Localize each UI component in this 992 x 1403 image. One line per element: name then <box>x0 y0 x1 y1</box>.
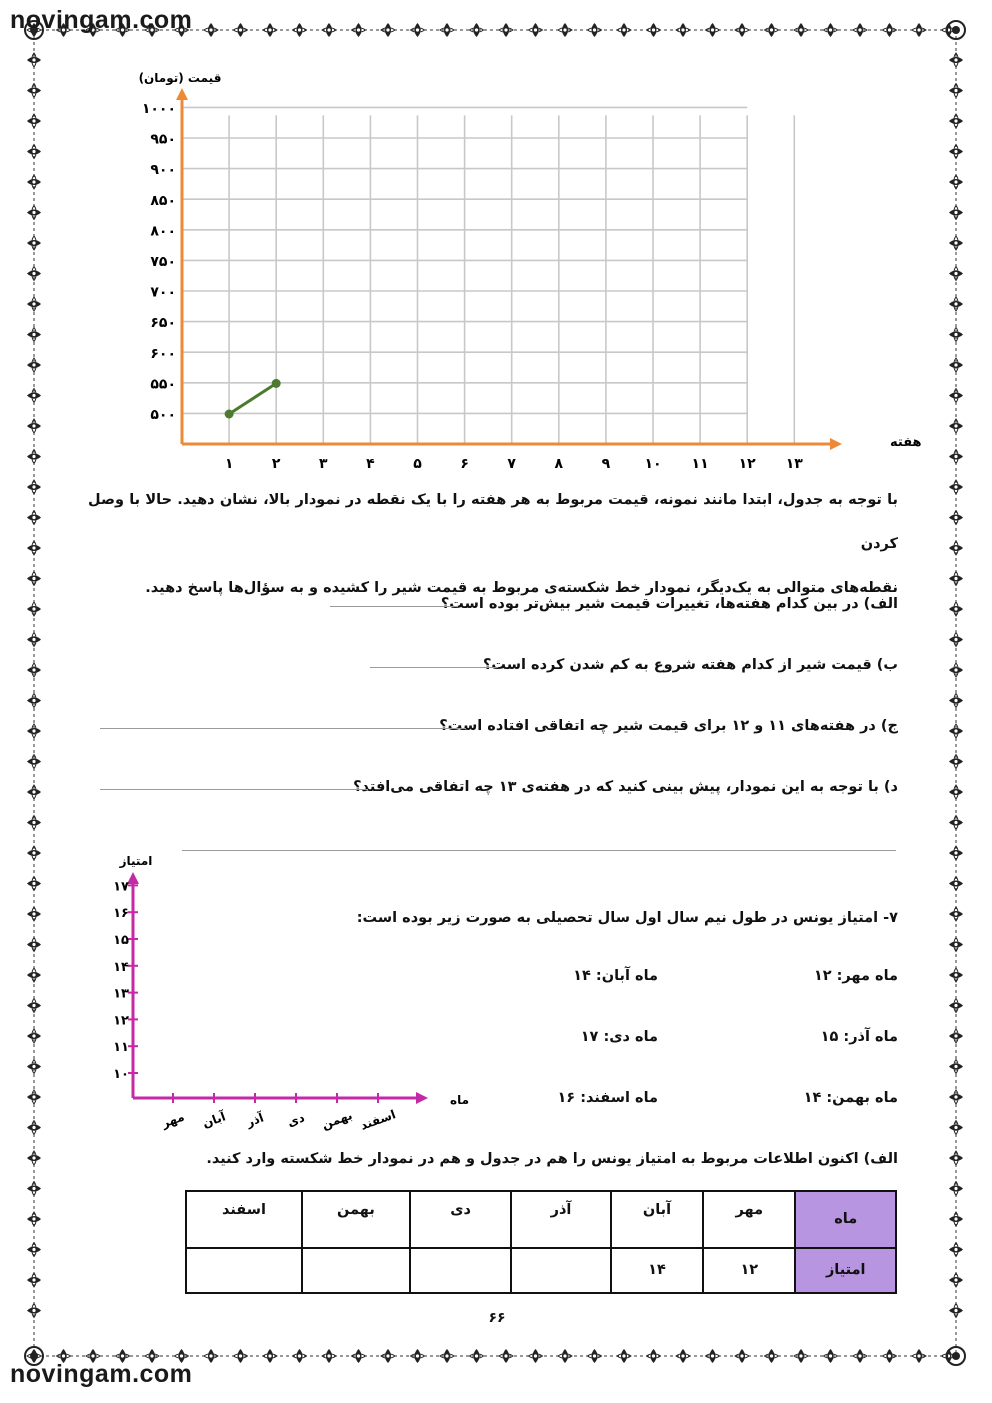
table-cell-esfand[interactable] <box>186 1248 302 1293</box>
table-header-cell: ماه <box>795 1191 896 1248</box>
y-tick-label: ۹۰۰ <box>150 162 176 179</box>
y-tick-label: ۶۵۰ <box>150 315 176 332</box>
table-header-cell: آذر <box>511 1191 610 1248</box>
y-tick-label: ۱۷ <box>113 879 129 895</box>
question-c: ج) در هفته‌های ۱۱ و ۱۲ برای قیمت شیر چه اتفاقی افتاده است؟ <box>439 718 898 734</box>
x-tick-label: مهر <box>159 1109 187 1131</box>
y-tick-label: ۶۰۰ <box>150 345 176 362</box>
problem-7-part-a: الف) اکنون اطلاعات مربوط به امتیاز یونس را هم در جدول و هم در نمودار خط شکسته وارد کنید. <box>206 1151 898 1167</box>
table-cell-aban[interactable]: ۱۴ <box>611 1248 703 1293</box>
answer-line-b[interactable] <box>370 667 498 668</box>
table-cell-bahman[interactable] <box>302 1248 410 1293</box>
x-tick-label: ۱۲ <box>738 456 756 472</box>
question-a: الف) در بین کدام هفته‌ها، تغییرات قیمت شیر بیش‌تر بوده است؟ <box>440 596 898 612</box>
x-tick-label: ۲ <box>271 456 281 472</box>
watermark-bottom: novingam.com <box>10 1360 193 1388</box>
week-axis-label: هفته <box>890 435 922 450</box>
x-tick-label: ۱۰ <box>644 456 662 472</box>
y-tick-label: ۷۰۰ <box>150 284 176 301</box>
y-tick-label: ۱۵ <box>113 933 129 948</box>
month-bahman: ماه بهمن: ۱۴ <box>803 1090 898 1106</box>
table-row-label: امتیاز <box>795 1248 896 1293</box>
month-axis-label: ماه <box>450 1093 470 1107</box>
x-axis-arrow <box>830 438 842 450</box>
month-mehr: ماه مهر: ۱۲ <box>813 968 898 984</box>
instructions-line-2: نقطه‌های متوالی به یک‌دیگر، نمودار خط شکسته‌ی مربوط به قیمت شیر را کشیده و به سؤال‌ها پاسخ دهید. <box>145 580 898 596</box>
y-tick-label: ۱۳ <box>113 986 129 1002</box>
table-header-cell: دی <box>410 1191 511 1248</box>
question-d: د) با توجه به این نمودار، پیش بینی کنید که در هفته‌ی ۱۳ چه اتفاقی می‌افتد؟ <box>353 779 898 795</box>
y-tick-label: ۱۱ <box>113 1040 129 1056</box>
month-dey: ماه دی: ۱۷ <box>580 1029 658 1045</box>
x-tick-label: ۵ <box>413 456 422 472</box>
y-tick-label: ۱۰ <box>113 1067 129 1082</box>
table-header-cell: بهمن <box>302 1191 410 1248</box>
month-aban: ماه آبان: ۱۴ <box>573 968 658 984</box>
instructions-paragraph <box>88 478 898 610</box>
table-score-row <box>186 1248 896 1293</box>
score-table <box>185 1190 897 1294</box>
x-tick-label: بهمن <box>319 1108 355 1132</box>
answer-line-d[interactable] <box>100 789 368 790</box>
answer-line-c[interactable] <box>100 728 466 729</box>
question-b: ب) قیمت شیر از کدام هفته شروع به کم شدن کرده است؟ <box>482 657 898 673</box>
x-tick-label: ۴ <box>366 456 375 472</box>
y-tick-label: ۱۲ <box>113 1013 129 1029</box>
y-tick-label: ۱۰۰۰ <box>141 101 176 117</box>
y-tick-label: ۱۴ <box>113 959 129 975</box>
score-line-chart <box>100 848 470 1138</box>
x-tick-label: ۹ <box>601 456 611 472</box>
price-data-point <box>272 379 281 388</box>
y-tick-label: ۵۵۰ <box>150 376 176 393</box>
y-tick-label: ۸۰۰ <box>150 223 176 240</box>
problem-7-title: ۷- امتیاز یونس در طول نیم سال اول سال تحصیلی به صورت زیر بوده است: <box>356 910 898 926</box>
x-tick-label: دی <box>285 1110 307 1130</box>
score-axis-label: امتیاز <box>119 854 153 868</box>
table-header-cell: آبان <box>611 1191 703 1248</box>
table-cell-azar[interactable] <box>511 1248 610 1293</box>
y-tick-label: ۸۵۰ <box>150 192 176 209</box>
month-esfand: ماه اسفند: ۱۶ <box>557 1090 658 1106</box>
price-data-point <box>225 410 234 419</box>
x-tick-label: ۷ <box>507 456 516 472</box>
y-axis-arrow <box>176 88 188 100</box>
x-tick-label: آبان <box>200 1109 228 1131</box>
y-tick-label: ۱۶ <box>113 906 129 922</box>
y-tick-label: ۷۵۰ <box>150 254 176 270</box>
x-tick-label: ۱۱ <box>691 456 709 472</box>
instructions-line-1: با توجه به جدول، ابتدا مانند نمونه، قیمت مربوط به هر هفته را با یک نقطه در نمودار بالا، نشان دهید. حالا با وصل کردن <box>88 492 898 552</box>
x-tick-label: ۸ <box>554 456 564 472</box>
y-tick-label: ۹۵۰ <box>150 131 176 148</box>
table-cell-mehr[interactable]: ۱۲ <box>703 1248 795 1293</box>
x-tick-label: ۱۳ <box>785 456 803 472</box>
x-axis-arrow <box>416 1092 428 1104</box>
price-line-chart <box>100 60 922 480</box>
price-series-line <box>229 383 276 414</box>
month-azar: ماه آذر: ۱۵ <box>820 1029 898 1045</box>
x-tick-label: ۱ <box>224 456 234 472</box>
answer-line-a[interactable] <box>330 606 458 607</box>
x-tick-label: آذر <box>244 1110 266 1130</box>
x-tick-label: ۳ <box>319 456 328 472</box>
x-tick-label: اسفند <box>358 1107 398 1133</box>
watermark-top: novingam.com <box>10 6 193 34</box>
table-cell-dey[interactable] <box>410 1248 511 1293</box>
table-header-cell: مهر <box>703 1191 795 1248</box>
y-tick-label: ۵۰۰ <box>150 407 176 423</box>
price-axis-label: قیمت (تومان) <box>138 71 222 85</box>
page-number: ۶۶ <box>488 1310 506 1326</box>
table-header-row <box>186 1191 896 1248</box>
table-header-cell: اسفند <box>186 1191 302 1248</box>
x-tick-label: ۶ <box>460 456 469 472</box>
